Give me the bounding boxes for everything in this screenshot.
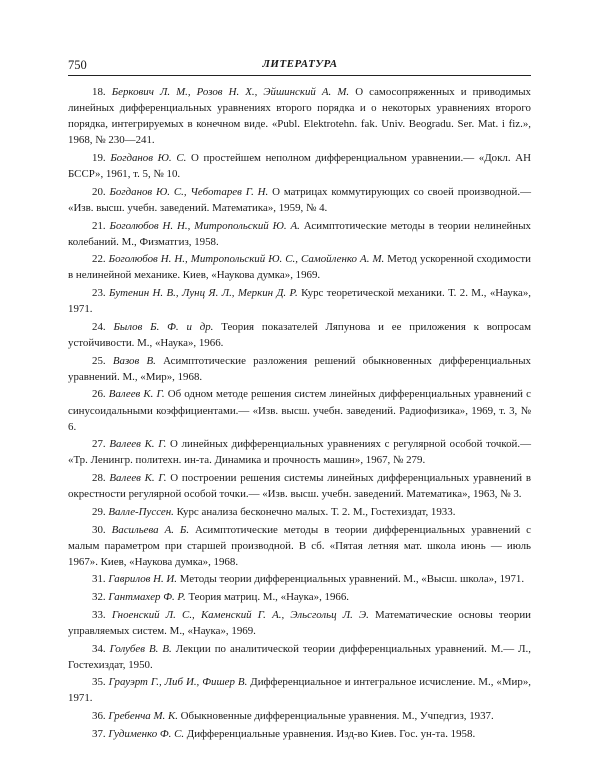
reference-number: 31.	[92, 573, 106, 586]
reference-authors: Васильева А. Б.	[111, 523, 190, 536]
reference-authors: Бутенин Н. В., Лунц Я. Л., Меркин Д. Р.	[109, 287, 298, 300]
reference-authors: Валеев К. Г.	[109, 438, 167, 451]
reference-text: О матрицах коммутирующих со своей производной.— «Изв. высш. учебн. заведений. Математика», 1959, № 4.	[68, 185, 531, 214]
reference-text: Методы теории дифференциальных уравнений. М., «Высш. школа», 1971.	[177, 573, 525, 586]
reference-entry	[68, 353, 531, 385]
reference-entry	[68, 571, 531, 587]
reference-authors: Гребенча М. К.	[108, 710, 178, 723]
reference-entry	[68, 319, 531, 351]
reference-number: 29.	[92, 505, 106, 518]
reference-entry	[68, 504, 531, 520]
reference-number: 27.	[92, 438, 106, 451]
reference-entry	[68, 589, 531, 605]
page-number: 750	[68, 58, 87, 72]
reference-text: Асимптотические методы в теории нелинейных колебаний. М., Физматгиз, 1958.	[68, 219, 531, 248]
reference-entry	[68, 641, 531, 673]
reference-entry	[68, 386, 531, 434]
reference-authors: Былов Б. Ф. и др.	[113, 320, 214, 333]
reference-text: О самосопряженных и приводимых линейных дифференциальных уравнениях второго порядка и о некоторых уравнениях второго порядка, интегрируемых в конечном виде. «Publ. Elektrotehn. fak. Univ. Beogradu. Ser. Mat. i fiz.», 1968, № 230—241.	[68, 86, 531, 147]
reference-text: Дифференциальные уравнения. Изд-во Киев. Гос. ун-та. 1958.	[184, 727, 476, 740]
reference-number: 35.	[92, 676, 106, 689]
reference-text: Теория показателей Ляпунова и ее приложения к вопросам устойчивости. М., «Наука», 1966.	[68, 320, 531, 349]
reference-text: Асимптотические разложения решений обыкновенных дифференциальных уравнений. М., «Мир», 1968.	[68, 354, 531, 383]
reference-number: 36.	[92, 710, 106, 723]
reference-text: Асимптотические методы в теории дифференциальных уравнений с малым параметром при старшей производной. В сб. «Пятая летняя мат. школа июнь — июль 1967». Киев, «Наукова думка», 1968.	[68, 523, 531, 568]
header-rule	[68, 75, 531, 76]
reference-authors: Гантмахер Ф. Р.	[108, 591, 186, 604]
reference-authors: Гаврилов Н. И.	[108, 573, 178, 586]
reference-authors: Гудименко Ф. С.	[108, 727, 185, 740]
reference-list	[68, 84, 531, 744]
reference-authors: Вазов В.	[112, 354, 156, 367]
reference-number: 26.	[92, 388, 106, 401]
reference-text: Метод ускоренной сходимости в нелинейной механике. Киев, «Наукова думка», 1969.	[68, 253, 531, 282]
reference-number: 30.	[92, 523, 106, 536]
reference-authors: Валеев К. Г.	[109, 472, 167, 485]
reference-number: 18.	[92, 86, 106, 98]
reference-authors: Валле-Пуссен.	[108, 505, 174, 518]
reference-text: О линейных дифференциальных уравнениях с регулярной особой точкой.— «Тр. Ленингр. политехн. ин-та. Динамика и прочность машин», 1967, № 279.	[68, 438, 531, 467]
reference-entry	[68, 218, 531, 250]
reference-number: 24.	[92, 320, 106, 333]
reference-authors: Богданов Ю. С., Чеботарев Г. Н.	[109, 185, 269, 198]
reference-number: 19.	[92, 151, 106, 164]
reference-authors: Боголюбов Н. Н., Митропольский Ю. А.	[109, 219, 300, 232]
reference-entry	[68, 285, 531, 317]
reference-number: 34.	[92, 642, 106, 655]
reference-number: 20.	[92, 185, 106, 198]
reference-authors: Валеев К. Г.	[108, 388, 165, 401]
reference-authors: Грауэрт Г., Либ И., Фишер В.	[108, 676, 248, 689]
reference-authors: Гноенский Л. С., Каменский Г. А., Эльсгольц Л. Э.	[111, 608, 369, 621]
reference-text: Курс анализа бесконечно малых. Т. 2. М., Гостехиздат, 1933.	[173, 505, 456, 518]
reference-text: О построении решения системы линейных дифференциальных уравнений в окрестности регулярной особой точки.— «Изв. высш. учебн. заведений. Математика», 1963, № 3.	[68, 472, 531, 501]
reference-number: 21.	[92, 219, 106, 232]
reference-number: 25.	[92, 354, 106, 367]
reference-entry	[68, 726, 531, 742]
reference-number: 28.	[92, 472, 106, 485]
reference-number: 32.	[92, 591, 106, 604]
reference-entry	[68, 251, 531, 283]
running-head-title: ЛИТЕРАТУРА	[262, 58, 338, 70]
reference-number: 23.	[92, 287, 106, 300]
reference-authors: Богданов Ю. С.	[110, 151, 187, 164]
reference-entry	[68, 84, 531, 148]
reference-text: Обыкновенные дифференциальные уравнения. М., Учпедгиз, 1937.	[177, 710, 494, 723]
reference-entry	[68, 184, 531, 216]
reference-text: Математические основы теории управляемых систем. М., «Наука», 1969.	[68, 608, 531, 637]
reference-text: Теория матриц. М., «Наука», 1966.	[185, 591, 350, 604]
reference-entry	[68, 470, 531, 502]
reference-authors: Боголюбов Н. Н., Митропольский Ю. С., Самойленко А. М.	[108, 253, 385, 266]
reference-text: Об одном методе решения систем линейных дифференциальных уравнений с синусоидальными коэффициентами.— «Изв. высш. учебн. заведений. Радиофизика», 1969, т. 3, № 6.	[68, 388, 531, 433]
reference-text: Курс теоретической механики. Т. 2. М., «Наука», 1971.	[68, 287, 531, 316]
reference-entry	[68, 708, 531, 724]
reference-entry	[68, 674, 531, 706]
reference-entry	[68, 436, 531, 468]
reference-entry	[68, 607, 531, 639]
reference-number: 22.	[92, 253, 106, 266]
reference-number: 37.	[92, 727, 106, 740]
reference-text: Дифференциальное и интегральное исчисление. М., «Мир», 1971.	[68, 676, 531, 705]
reference-number: 33.	[92, 608, 106, 621]
reference-entry	[68, 150, 531, 182]
reference-text: О простейшем неполном дифференциальном уравнении.— «Докл. АН БССР», 1961, т. 5, № 10.	[68, 151, 531, 181]
reference-text: Лекции по аналитической теории дифференциальных уравнений. М.— Л., Гостехиздат, 1950.	[68, 642, 531, 671]
reference-authors: Беркович Л. М., Розов Н. Х., Эйшинский А. М.	[111, 86, 350, 98]
reference-authors: Голубев В. В.	[109, 642, 172, 655]
reference-entry	[68, 522, 531, 570]
